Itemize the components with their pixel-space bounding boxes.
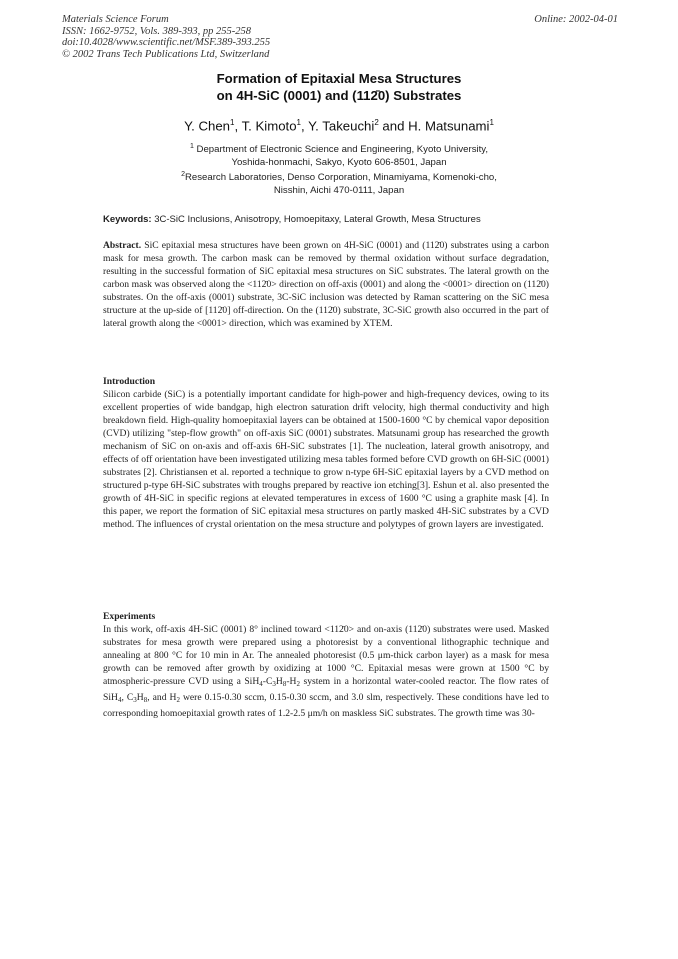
experiments-paragraph: In this work, off-axis 4H-SiC (0001) 8° inclined toward <112̄0> and on-axis (112̄0) substrates were used. Masked substrates for mesa growth were prepared using a photoresist by a conventional lithographic technique and annealing at 800 °C for 10 min in Ar. The annealed photoresist (0.5 μm-thick carbon layer) as a mask for mesa growth can be removed after growth by oxidizing at 1000 °C. Epitaxial mesas were grown at 1500 °C by atmospheric-pressure CVD using a $SiH_4-C_3H_8-H_2$ system in a horizontal water-cooled reactor. The flow rates of SiH$_4$, $C_3H_8$, and $H_2$ were 0.15-0.30 sccm, 0.15-0.30 sccm, and 3.0 slm, respectively. These conditions have led to corresponding homoepitaxial growth rates of 1.2-2.5 μm/h on maskless SiC substrates. The growth time was 30- [103,624,549,719]
keywords [103,214,573,225]
author-name: Y. Chen [184,118,231,134]
issn-line: ISSN: 1662-9752, Vols. 389-393, pp 255-258 [62,25,251,37]
formula-hydrogen: $H_2$ [169,692,180,704]
title-line-1: Formation of Epitaxial Mesa Structures [216,71,462,86]
formula-propane: $C_3H_8$ [126,692,148,704]
author-list: Y. Chen$^1$, T. Kimoto$^1$, Y. Takeuchi$^2$ and H. Matsunami$^1$ [184,118,494,134]
keywords-label: Keywords: [103,214,152,225]
keywords-text: 3C-SiC Inclusions, Anisotropy, Homoepitaxy, Lateral Growth, Mesa Structures [151,214,481,225]
section-heading-experiments: Experiments [103,611,156,622]
abstract [103,239,549,330]
affiliation-2 [0,169,678,197]
online-date: Online: 2002-04-01 [534,14,618,25]
doi-line: doi:10.4028/www.scientific.net/MSF.389-393.255 [62,37,271,49]
copyright-line: © 2002 Trans Tech Publications Ltd, Switzerland [62,48,270,60]
abstract-text: SiC epitaxial mesa structures have been grown on 4H-SiC (0001) and (112̄0) substrates using a carbon mask for mesa growth. The carbon mask can be removed by thermal oxidation without surface degradation, resulting in the successful formation of SiC epitaxial mesa structures on SiC substrates. The lateral growth on the carbon mask was observed along the <112̄0> direction on off-axis (0001) and along the <0001> direction on (112̄0) substrates. On the off-axis (0001) substrate, 3C-SiC inclusion was detected by Raman scattering on the SiC mesa structure at the up-side of [112̄0] off-direction. On the (112̄0) substrate, 3C-SiC growth also occurred in the part of lateral growth along the <0001> direction, which was examined by XTEM. [103,240,549,329]
journal-name: Materials Science Forum [62,14,169,25]
affiliation-mark: 2 [181,171,185,178]
affiliation-text: Yoshida-honmachi, Sakyo, Kyoto 606-8501, Japan [231,156,447,168]
affiliation-1 [0,141,678,169]
author-name: H. Matsunami [408,118,490,134]
author-affil-mark: 2 [374,118,379,127]
journal-header [62,14,618,60]
author-name: Y. Takeuchi [308,118,375,134]
introduction-paragraph: Silicon carbide (SiC) is a potentially important candidate for high-power and high-frequency devices, owing to its excellent properties of wide bandgap, high electron saturation drift velocity, high thermal conductivity and high breakdown field. High-quality homoepitaxial layers can be obtained at 1500-1600 °C by chemical vapor deposition (CVD) utilizing "step-flow growth" on off-axis SiC (0001) substrates. Matsunami group has researched the growth mechanism of SiC on on-axis and off-axis 6H-SiC substrates [1]. The nucleation, lateral growth anisotropy, and effects of off orientation have been investigated utilizing mesa tables formed before CVD growth on 6H-SiC (0001) substrates [2]. Christiansen et al. reported a technique to grow n-type 6H-SiC epitaxial layers by a CVD method on structured p-type 6H-SiC substrates with troughs prepared by reactive ion etching[3]. Eshun et al. also presented the growth of 4H-SiC in specific regions at elevated temperatures in excess of 1600 °C using a graphite mask [4]. In this paper, we report the formation of SiC epitaxial mesa structures on partly masked 4H-SiC substrates by a CVD method. The influences of crystal orientation on the mesa structure and polytypes of grown layers are investigated. [103,389,549,530]
formula-silane: SiH$_4$ [103,692,122,704]
affiliation-text: Nisshin, Aichi 470-0111, Japan [273,184,405,196]
formula-hydrogen: $H_2$ [289,676,300,688]
author-name: T. Kimoto [241,118,297,134]
author-affil-mark: 1 [296,118,301,127]
paper-title [0,70,678,104]
formula-silane: SiH$_4$ [244,676,263,688]
formula-propane: $C_3H_8$ [265,676,287,688]
author-affil-mark: 1 [230,118,235,127]
title-line-2: on 4H-SiC (0001) and (112̄0) Substrates [216,88,462,103]
affiliation-text: Research Laboratories, Denso Corporation, Minamiyama, Komenoki-cho, [184,172,497,184]
affiliation-text: Department of Electronic Science and Engineering, Kyoto University, [196,144,489,156]
abstract-label: Abstract. [103,240,142,251]
affiliation-mark: 1 [189,143,194,150]
section-heading-introduction: Introduction [103,376,156,387]
author-affil-mark: 1 [489,118,494,127]
